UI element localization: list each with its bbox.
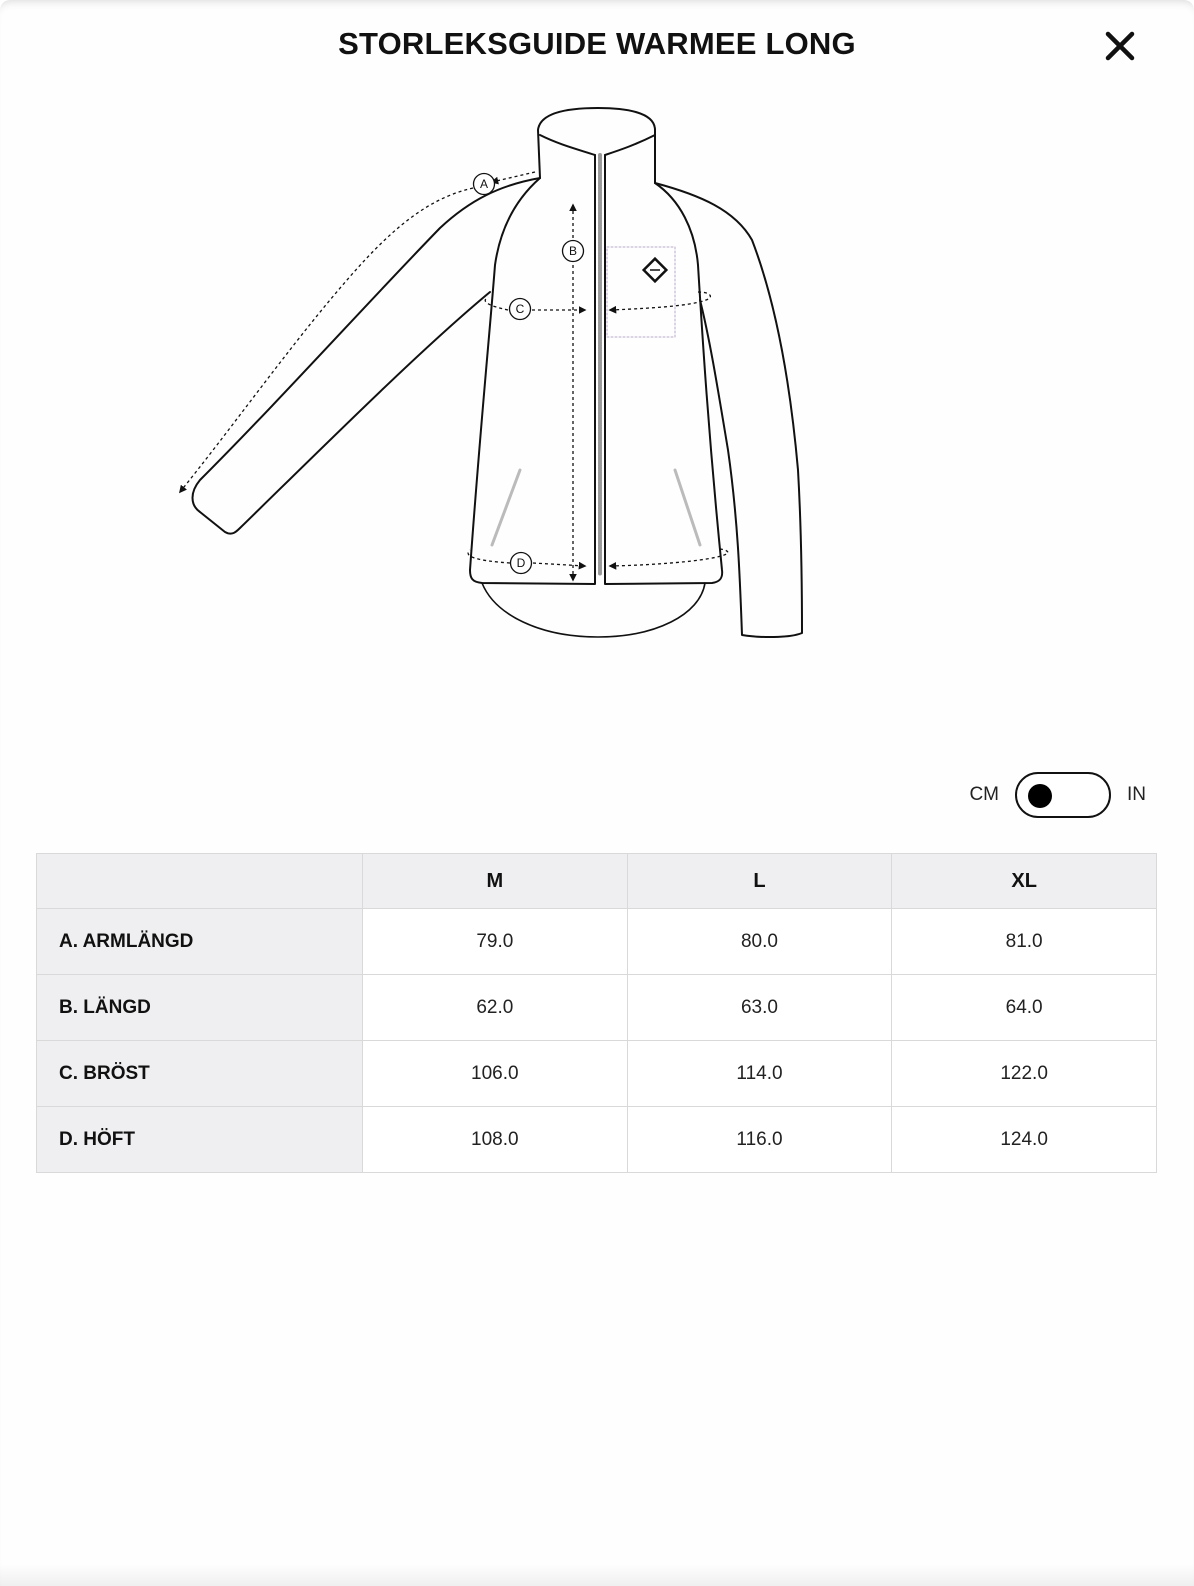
svg-text:B: B [568,244,578,258]
marker-a [474,174,495,195]
marker-c [510,299,531,320]
unit-label-cm[interactable]: CM [969,784,999,805]
svg-text:D: D [516,556,526,570]
table-cell: 116.0 [627,1107,892,1173]
table-header-row [37,854,1157,909]
svg-text:A: A [479,177,489,191]
close-button[interactable] [1102,28,1138,64]
table-cell: 79.0 [363,909,628,975]
row-label-hoft: D. HÖFT [37,1107,363,1173]
table-header-xl: XL [892,854,1157,909]
jacket-diagram [150,90,830,650]
jacket-outline [193,108,803,637]
table-cell: 62.0 [363,975,628,1041]
svg-text:C: C [515,302,525,316]
table-cell: 114.0 [627,1041,892,1107]
table-cell: 106.0 [363,1041,628,1107]
unit-switch[interactable] [1015,772,1111,818]
unit-label-in[interactable]: IN [1127,784,1146,805]
table-cell: 108.0 [363,1107,628,1173]
row-label-brost: C. BRÖST [37,1041,363,1107]
row-label-armlangd: A. ARMLÄNGD [37,909,363,975]
table-cell: 81.0 [892,909,1157,975]
table-header-empty [37,854,363,909]
switch-knob [1028,784,1052,808]
table-row [37,909,1157,975]
marker-b [563,241,584,262]
measurement-lines [180,172,728,580]
table-header-l: L [627,854,892,909]
table-row [37,1041,1157,1107]
table-cell: 63.0 [627,975,892,1041]
table-header-m: M [363,854,628,909]
bottom-shadow [0,1564,1194,1586]
table-row [37,1107,1157,1173]
table-cell: 80.0 [627,909,892,975]
table-row [37,975,1157,1041]
row-label-langd: B. LÄNGD [37,975,363,1041]
table-cell: 122.0 [892,1041,1157,1107]
table-cell: 64.0 [892,975,1157,1041]
size-table [36,853,1157,1173]
close-icon [1102,28,1138,64]
diamond-logo-icon [644,259,667,282]
marker-d [511,553,532,574]
page-title: STORLEKSGUIDE WARMEE LONG [338,26,856,61]
table-cell: 124.0 [892,1107,1157,1173]
unit-toggle [969,772,1146,818]
